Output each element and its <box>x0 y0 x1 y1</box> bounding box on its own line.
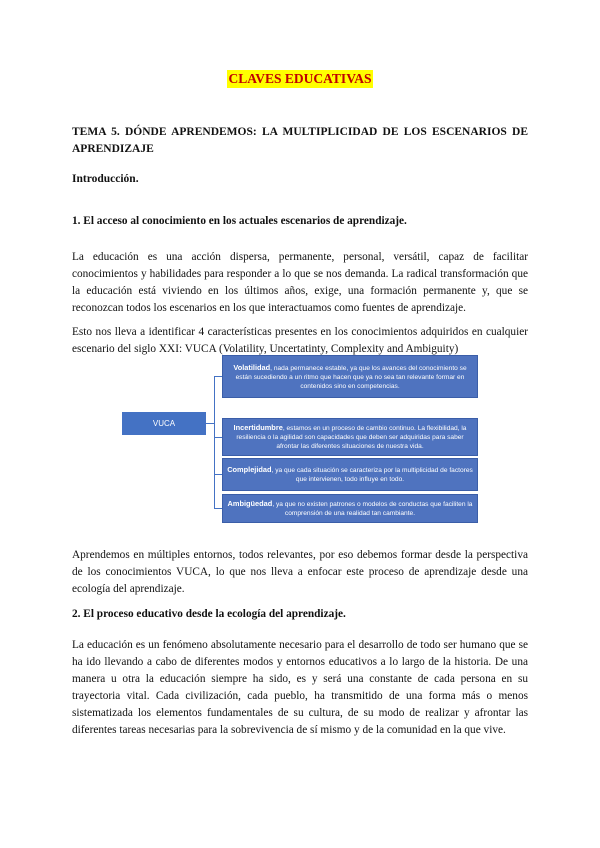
vuca-item-volatilidad <box>222 355 478 398</box>
vuca-term: Complejidad <box>227 465 272 474</box>
vuca-term: Ambigüedad <box>227 499 273 508</box>
title-wrapper <box>0 70 600 88</box>
paragraph-1: La educación es una acción dispersa, permanente, personal, versátil, capaz de facilitar conocimientos y habilidades para responder a lo que se nos demanda. La radical transformación que la educación está viviendo en los últimos años, exige, una formación permanente y, que se reconozcan todos los escenarios en los que interactuamos como fuentes de aprendizaje. <box>72 251 528 314</box>
connector-spine <box>214 376 215 509</box>
vuca-item-ambiguedad <box>222 494 478 523</box>
vuca-root-box: VUCA <box>122 412 206 435</box>
vuca-description: , ya que no existen patrones o modelos de conductas que faciliten la comprensión de una realidad tan cambiante. <box>272 501 473 517</box>
section1-heading: 1. El acceso al conocimiento en los actuales escenarios de aprendizaje. <box>72 215 407 227</box>
topic-heading: TEMA 5. DÓNDE APRENDEMOS: LA MULTIPLICIDAD DE LOS ESCENARIOS DE APRENDIZAJE <box>72 126 528 155</box>
section2-heading: 2. El proceso educativo desde la ecología del aprendizaje. <box>72 608 346 620</box>
vuca-description: , ya que cada situación se caracteriza por la multiplicidad de factores que intervienen, todo influye en todo. <box>271 467 473 483</box>
connector-branch-4 <box>214 508 222 509</box>
document-title: CLAVES EDUCATIVAS <box>228 71 372 86</box>
vuca-item-complejidad <box>222 458 478 491</box>
connector-stem <box>206 423 214 424</box>
connector-branch-2 <box>214 437 222 438</box>
vuca-description: , estamos en un proceso de cambio continuo. La flexibilidad, la resiliencia o la agilidad son capacidades que deben ser adquiridas para saber afrontar las diferentes situaciones de nuestra vida. <box>236 425 467 450</box>
vuca-description: , nada permanece estable, ya que los avances del conocimiento se están sucediendo a un ritmo que hacen que ya no sea tan relevante formar en contenidos sino en competencias. <box>235 364 467 390</box>
vuca-item-incertidumbre <box>222 418 478 456</box>
connector-branch-3 <box>214 474 222 475</box>
paragraph-2: Esto nos lleva a identificar 4 características presentes en los conocimientos adquiridos en cualquier escenario del siglo XXI: VUCA (Volatility, Uncertatinty, Complexity and Ambiguity) <box>72 326 528 355</box>
vuca-term: Volatilidad <box>233 362 271 372</box>
connector-branch-1 <box>214 376 222 377</box>
paragraph-4: La educación es un fenómeno absolutamente necesario para el desarrollo de todo ser humano que se ha ido llevando a cabo de diferentes modos y entornos educativos a lo largo de la historia. De una manera u otra la educación siempre ha sido, es y será una constante de cada persona en su trayectoria vital. Cada civilización, cada pueblo, ha transmitido de una forma más o menos sistematizada los elementos fundamentales de su cultura, de su modo de realizar y afrontar las diferentes tareas necesarias para la sobrevivencia de sí mismo y de la comunidad en la que vive. <box>72 639 528 736</box>
intro-heading: Introducción. <box>72 173 139 185</box>
vuca-term: Incertidumbre <box>233 423 283 432</box>
paragraph-3: Aprendemos en múltiples entornos, todos relevantes, por eso debemos formar desde la perspectiva de los conocimientos VUCA, lo que nos lleva a enfocar este proceso de aprendizaje desde una ecología del aprendizaje. <box>72 549 528 595</box>
